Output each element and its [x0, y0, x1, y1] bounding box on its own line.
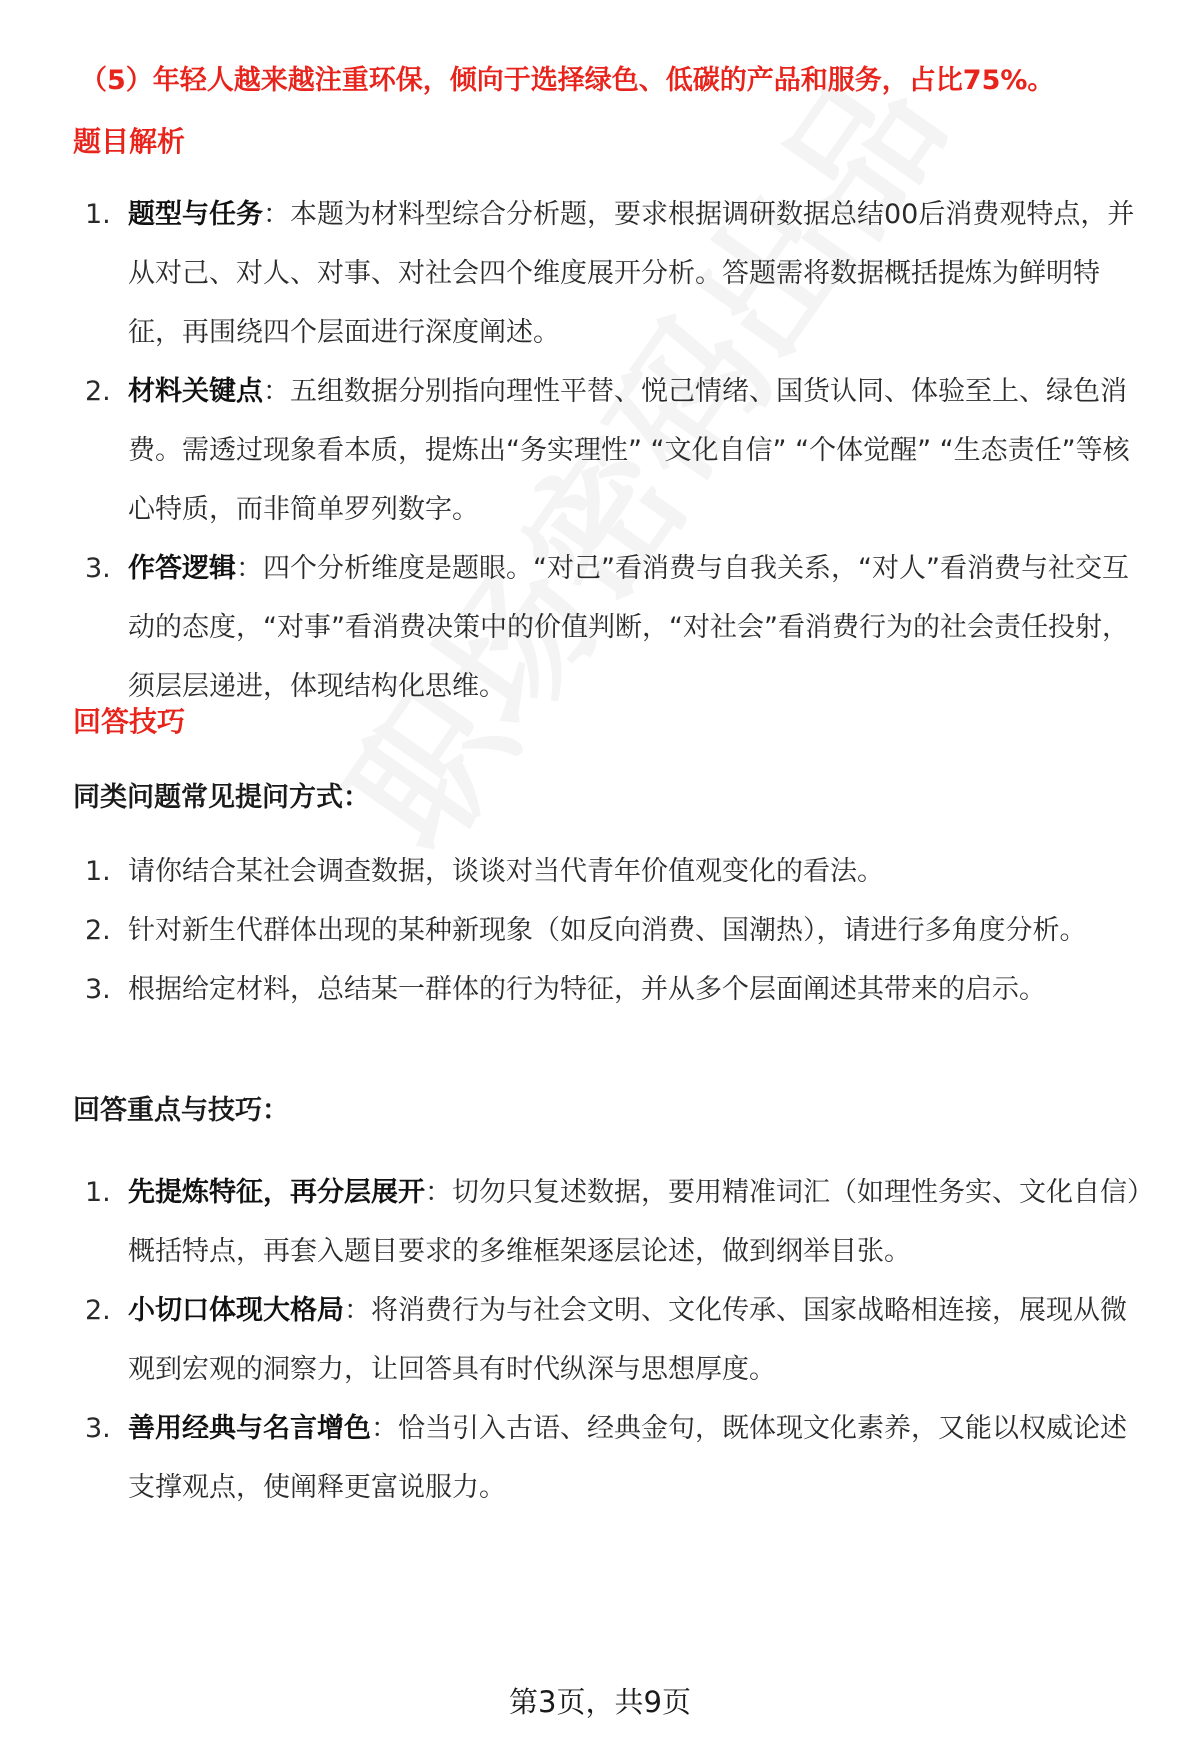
list-item	[73, 842, 1148, 901]
list-item	[73, 901, 1148, 960]
list-item	[73, 1281, 1148, 1399]
analysis-list	[73, 185, 1148, 716]
list-number: 2.	[85, 376, 111, 407]
list-text: 针对新生代群体出现的某种新现象（如反向消费、国潮热），请进行多角度分析。	[128, 915, 1087, 946]
top-line-item: （5）年轻人越来越注重环保，倾向于选择绿色、低碳的产品和服务，占比75%。	[80, 65, 1055, 96]
list-keyword: 作答逻辑	[128, 553, 236, 584]
analysis-heading: 题目解析	[73, 125, 186, 158]
list-number: 1.	[85, 856, 111, 887]
tips-heading: 回答技巧	[73, 705, 186, 738]
list-number: 3.	[85, 553, 111, 584]
list-item	[73, 185, 1148, 362]
list-text: 根据给定材料，总结某一群体的行为特征，并从多个层面阐述其带来的启示。	[128, 974, 1046, 1005]
list-text: 请你结合某社会调查数据，谈谈对当代青年价值观变化的看法。	[128, 856, 884, 887]
key-points-heading: 回答重点与技巧：	[73, 1095, 289, 1126]
similar-questions-list	[73, 842, 1148, 1019]
list-number: 3.	[85, 1413, 111, 1444]
list-text: ：恰当引入古语、经典金句，既体现文化素养，又能以权威论述支撑观点，使阐释更富说服力。	[128, 1413, 1127, 1503]
page-number: 第3页，共9页	[509, 1685, 691, 1719]
list-number: 2.	[85, 1295, 111, 1326]
list-number: 1.	[85, 1177, 111, 1208]
list-number: 3.	[85, 974, 111, 1005]
list-item	[73, 362, 1148, 539]
list-text: ：五组数据分别指向理性平替、悦己情绪、国货认同、体验至上、绿色消费。需透过现象看本质，提炼出“务实理性” “文化自信” “个体觉醒” “生态责任”等核心特质，而非简单罗列数字。	[128, 376, 1130, 525]
list-text: ：四个分析维度是题眼。“对己”看消费与自我关系，“对人”看消费与社交互动的态度，“对事”看消费决策中的价值判断，“对社会”看消费行为的社会责任投射，须层层递进，体现结构化思维。	[128, 553, 1129, 702]
list-keyword: 材料关键点	[128, 376, 263, 407]
list-text: ：本题为材料型综合分析题，要求根据调研数据总结00后消费观特点，并从对己、对人、对事、对社会四个维度展开分析。答题需将数据概括提炼为鲜明特征，再围绕四个层面进行深度阐述。	[128, 199, 1135, 348]
list-number: 2.	[85, 915, 111, 946]
list-keyword: 先提炼特征，再分层展开	[128, 1177, 425, 1208]
list-keyword: 题型与任务	[128, 199, 263, 230]
list-keyword: 善用经典与名言增色	[128, 1413, 371, 1444]
key-points-list	[73, 1163, 1148, 1517]
list-number: 1.	[85, 199, 111, 230]
list-text: ：将消费行为与社会文明、文化传承、国家战略相连接，展现从微观到宏观的洞察力，让回答具有时代纵深与思想厚度。	[128, 1295, 1127, 1385]
list-item	[73, 1163, 1148, 1281]
similar-questions-heading: 同类问题常见提问方式：	[73, 782, 370, 813]
list-text: ：切勿只复述数据，要用精准词汇（如理性务实、文化自信）概括特点，再套入题目要求的多维框架逐层论述，做到纲举目张。	[128, 1177, 1141, 1267]
list-item	[73, 960, 1148, 1019]
list-item	[73, 1399, 1148, 1517]
list-keyword: 小切口体现大格局	[128, 1295, 344, 1326]
list-item	[73, 539, 1148, 716]
